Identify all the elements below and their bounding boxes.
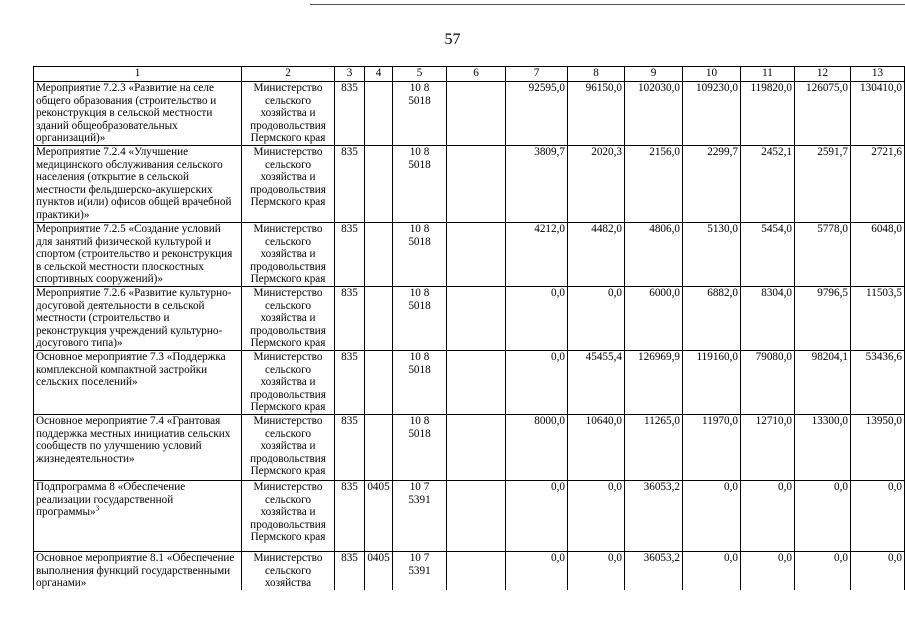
column-header: 8	[568, 67, 625, 82]
grbs-code-cell: 835	[335, 552, 365, 590]
table-row	[34, 287, 905, 351]
amount-cell: 13950,0	[851, 415, 905, 481]
column-header: 7	[506, 67, 568, 82]
amount-cell: 0,0	[851, 552, 905, 590]
amount-cell: 8304,0	[741, 287, 795, 351]
csr-code-cell	[393, 223, 447, 287]
amount-cell: 0,0	[506, 481, 568, 552]
activity-name: Мероприятие 7.2.5 «Создание условий для занятий физической культурой и спортом (строительство и реконструкция в сельской местности плоскостных спортивных сооружений)»	[36, 223, 233, 286]
amount-cell: 0,0	[506, 351, 568, 415]
csr-code-line: 10 7	[409, 552, 430, 564]
amount-cell: 5130,0	[683, 223, 741, 287]
responsible-org-cell: Министерство сельского хозяйства и продовольствия Пермского края	[242, 351, 335, 415]
csr-code-line: 5018	[408, 299, 431, 312]
activity-name-cell	[34, 552, 242, 590]
vr-code-cell	[447, 415, 506, 481]
amount-cell: 11265,0	[625, 415, 683, 481]
responsible-org-cell: Министерство сельского хозяйства и продовольствия Пермского края	[242, 146, 335, 223]
amount-cell: 0,0	[851, 481, 905, 552]
table-row	[34, 223, 905, 287]
amount-cell: 2020,3	[568, 146, 625, 223]
amount-cell: 13300,0	[795, 415, 851, 481]
amount-cell: 6882,0	[683, 287, 741, 351]
vr-code-cell	[447, 223, 506, 287]
csr-code-cell	[393, 287, 447, 351]
amount-cell: 4806,0	[625, 223, 683, 287]
csr-code-line: 10 8	[409, 146, 430, 158]
rzpr-code-cell	[365, 223, 393, 287]
amount-cell: 9796,5	[795, 287, 851, 351]
amount-cell: 36053,2	[625, 552, 683, 590]
amount-cell: 92595,0	[506, 82, 568, 146]
amount-cell: 0,0	[683, 481, 741, 552]
csr-code-line: 5018	[408, 427, 431, 440]
amount-cell: 2721,6	[851, 146, 905, 223]
activity-name-cell	[34, 223, 242, 287]
grbs-code-cell: 835	[335, 351, 365, 415]
budget-table	[33, 66, 905, 590]
column-header: 5	[393, 67, 447, 82]
rzpr-code-cell	[365, 82, 393, 146]
amount-cell: 8000,0	[506, 415, 568, 481]
amount-cell: 4212,0	[506, 223, 568, 287]
amount-cell: 0,0	[568, 552, 625, 590]
responsible-org-cell: Министерство сельского хозяйства и продовольствия Пермского края	[242, 287, 335, 351]
grbs-code-cell: 835	[335, 415, 365, 481]
activity-name: Мероприятие 7.2.3 «Развитие на селе общего образования (строительство и реконструкция в сельской местности зданий общеобразовательных организаций)»	[36, 82, 217, 145]
csr-code-cell	[393, 481, 447, 552]
activity-name-cell	[34, 481, 242, 552]
amount-cell: 126969,9	[625, 351, 683, 415]
csr-code-line: 10 7	[409, 481, 430, 493]
footnote-marker: 3	[95, 504, 100, 513]
amount-cell: 0,0	[741, 481, 795, 552]
csr-code-cell	[393, 351, 447, 415]
csr-code-line: 10 8	[409, 82, 430, 94]
amount-cell: 0,0	[568, 287, 625, 351]
amount-cell: 6048,0	[851, 223, 905, 287]
vr-code-cell	[447, 552, 506, 590]
amount-cell: 0,0	[568, 481, 625, 552]
activity-name: Мероприятие 7.2.4 «Улучшение медицинского обслуживания сельского населения (открытие в сельской местности фельдшерско-акушерских пунктов и(или) офисов общей врачебной практики)»	[36, 146, 232, 221]
csr-code-line: 5391	[408, 564, 431, 577]
column-header: 2	[242, 67, 335, 82]
table-row	[34, 481, 905, 552]
activity-name-cell	[34, 351, 242, 415]
table-row	[34, 351, 905, 415]
amount-cell: 11503,5	[851, 287, 905, 351]
amount-cell: 2156,0	[625, 146, 683, 223]
responsible-org-cell: Министерство сельского хозяйства и продовольствия Пермского края	[242, 415, 335, 481]
amount-cell: 2452,1	[741, 146, 795, 223]
amount-cell: 102030,0	[625, 82, 683, 146]
grbs-code-cell: 835	[335, 146, 365, 223]
csr-code-cell	[393, 146, 447, 223]
amount-cell: 5454,0	[741, 223, 795, 287]
grbs-code-cell: 835	[335, 481, 365, 552]
table-row	[34, 415, 905, 481]
table-row	[34, 82, 905, 146]
amount-cell: 11970,0	[683, 415, 741, 481]
grbs-code-cell: 835	[335, 82, 365, 146]
responsible-org-cell: Министерство сельского хозяйства и продовольствия Пермского края	[242, 223, 335, 287]
responsible-org-cell: Министерство сельского хозяйства	[242, 552, 335, 590]
amount-cell: 5778,0	[795, 223, 851, 287]
csr-code-line: 10 8	[409, 351, 430, 363]
csr-code-cell	[393, 415, 447, 481]
column-header: 6	[447, 67, 506, 82]
amount-cell: 10640,0	[568, 415, 625, 481]
csr-code-line: 5018	[408, 363, 431, 376]
vr-code-cell	[447, 351, 506, 415]
amount-cell: 0,0	[795, 552, 851, 590]
amount-cell: 2299,7	[683, 146, 741, 223]
amount-cell: 2591,7	[795, 146, 851, 223]
amount-cell: 79080,0	[741, 351, 795, 415]
amount-cell: 119160,0	[683, 351, 741, 415]
csr-code-line: 10 8	[409, 287, 430, 299]
amount-cell: 12710,0	[741, 415, 795, 481]
activity-name-cell	[34, 146, 242, 223]
csr-code-line: 5018	[408, 94, 431, 107]
vr-code-cell	[447, 481, 506, 552]
vr-code-cell	[447, 82, 506, 146]
column-header: 13	[851, 67, 905, 82]
amount-cell: 126075,0	[795, 82, 851, 146]
vr-code-cell	[447, 287, 506, 351]
activity-name: Подпрограмма 8 «Обеспечение реализации государственной программы»	[36, 481, 186, 519]
amount-cell: 3809,7	[506, 146, 568, 223]
activity-name: Мероприятие 7.2.6 «Развитие культурно-досуговой деятельности в сельской местности (строительство и реконструкция учреждений культурно-досугового типа)»	[36, 287, 232, 350]
rzpr-code-cell	[365, 415, 393, 481]
grbs-code-cell: 835	[335, 287, 365, 351]
amount-cell: 45455,4	[568, 351, 625, 415]
responsible-org-cell: Министерство сельского хозяйства и продовольствия Пермского края	[242, 82, 335, 146]
csr-code-line: 10 8	[409, 415, 430, 427]
column-header: 9	[625, 67, 683, 82]
rzpr-code-cell	[365, 287, 393, 351]
column-header: 1	[34, 67, 242, 82]
rzpr-code-cell	[365, 146, 393, 223]
page-number: 57	[444, 31, 461, 48]
amount-cell: 4482,0	[568, 223, 625, 287]
amount-cell: 0,0	[683, 552, 741, 590]
table-row	[34, 552, 905, 590]
rzpr-code-cell	[365, 351, 393, 415]
activity-name-cell	[34, 415, 242, 481]
grbs-code-cell: 835	[335, 223, 365, 287]
csr-code-line: 5391	[408, 493, 431, 506]
vr-code-cell	[447, 146, 506, 223]
column-header: 10	[683, 67, 741, 82]
column-header: 12	[795, 67, 851, 82]
header-row	[34, 67, 905, 82]
amount-cell: 109230,0	[683, 82, 741, 146]
rzpr-code-cell: 0405	[365, 552, 393, 590]
table-row	[34, 146, 905, 223]
column-header: 4	[365, 67, 393, 82]
amount-cell: 130410,0	[851, 82, 905, 146]
csr-code-line: 5018	[408, 235, 431, 248]
responsible-org-cell: Министерство сельского хозяйства и продовольствия Пермского края	[242, 481, 335, 552]
top-rule	[310, 4, 905, 5]
amount-cell: 0,0	[741, 552, 795, 590]
amount-cell: 119820,0	[741, 82, 795, 146]
rzpr-code-cell: 0405	[365, 481, 393, 552]
column-header: 3	[335, 67, 365, 82]
csr-code-cell	[393, 552, 447, 590]
activity-name: Основное мероприятие 7.4 «Грантовая поддержка местных инициатив сельских сообществ по улучшению условий жизнедеятельности»	[36, 415, 231, 465]
activity-name: Основное мероприятие 8.1 «Обеспечение выполнения функций государственными органами»	[36, 552, 235, 590]
amount-cell: 0,0	[795, 481, 851, 552]
csr-code-cell	[393, 82, 447, 146]
amount-cell: 0,0	[506, 287, 568, 351]
amount-cell: 53436,6	[851, 351, 905, 415]
table-body	[34, 82, 905, 590]
activity-name: Основное мероприятие 7.3 «Поддержка комплексной компактной застройки сельских поселений»	[36, 351, 226, 389]
amount-cell: 0,0	[506, 552, 568, 590]
amount-cell: 36053,2	[625, 481, 683, 552]
csr-code-line: 10 8	[409, 223, 430, 235]
activity-name-cell	[34, 82, 242, 146]
activity-name-cell	[34, 287, 242, 351]
csr-code-line: 5018	[408, 158, 431, 171]
amount-cell: 98204,1	[795, 351, 851, 415]
column-header: 11	[741, 67, 795, 82]
amount-cell: 6000,0	[625, 287, 683, 351]
amount-cell: 96150,0	[568, 82, 625, 146]
